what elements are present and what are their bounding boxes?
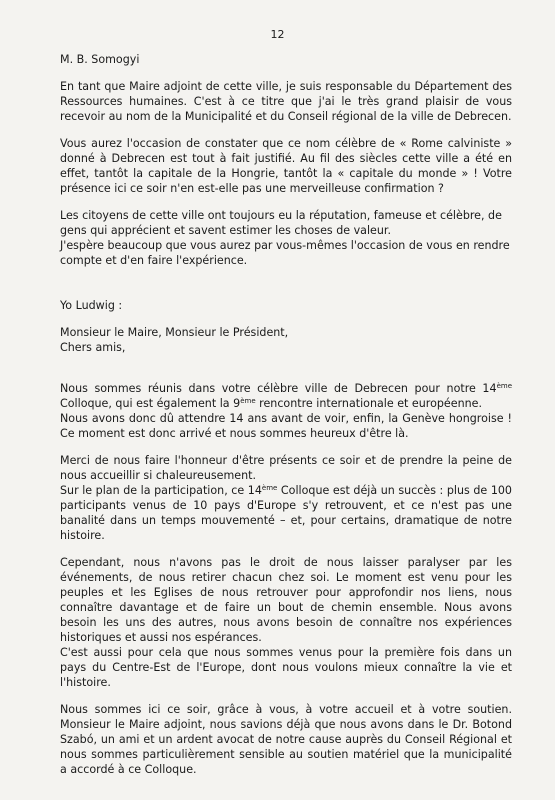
ordinal-suffix: ème xyxy=(261,484,278,492)
paragraph xyxy=(60,483,512,543)
speaker-name: Yo Ludwig : xyxy=(60,299,123,312)
text-run: Colloque, qui est également la 9 xyxy=(60,397,241,410)
page-number: 12 xyxy=(270,28,285,41)
text-run: rencontre internationale et européenne. xyxy=(255,397,482,410)
body-text xyxy=(60,52,512,789)
ordinal-suffix: ème xyxy=(240,397,256,405)
paragraph xyxy=(60,381,512,411)
paragraph: Cependant, nous n'avons pas le droit de nous laisser paralyser par les événements, de nous retirer chacun chez soi. Le moment est venu pour les peuples et les Eglises de nous retrouver pour approfondir nos liens, nous connaître davantage et de faire un bout de chemin ensemble. Nous avons besoin les uns des autres, nous avons besoin de connaître nos expériences historiques et aussi nos espérances. xyxy=(60,556,512,644)
text-run: Sur le plan de la participation, ce 14 xyxy=(60,484,262,497)
ordinal-suffix: ème xyxy=(496,382,512,390)
paragraph: Merci de nous faire l'honneur d'être présents ce soir et de prendre la peine de nous accueillir si chaleureusement. xyxy=(60,454,512,482)
text-run: Nous sommes réunis dans votre célèbre ville de Debrecen pour notre 14 xyxy=(60,382,497,395)
paragraph: Nous avons donc dû attendre 14 ans avant de voir, enfin, la Genève hongroise ! Ce moment est donc arrivé et nous sommes heureux d'être là. xyxy=(60,412,512,440)
salutation: Monsieur le Maire, Monsieur le Président, xyxy=(60,326,289,339)
text-run: Colloque est déjà un succès : plus de 100 participants venus de 10 pays d'Europe s'y retrouvent, et ce n'est pas une banalité dans un temps mouvementé – et, pour certains, dramatique de notre histoire. xyxy=(60,484,512,542)
paragraph: Vous aurez l'occasion de constater que ce nom célèbre de « Rome calviniste » donné à Debrecen est tout à fait justifié. Au fil des siècles cette ville a été en effet, tantôt la capitale de la Hongrie, tantôt la « capitale du monde » ! Votre présence ici ce soir n'en est-elle pas une merveilleuse confirmation ? xyxy=(60,137,512,195)
speaker-name: M. B. Somogyi xyxy=(60,53,140,66)
paragraph: Les citoyens de cette ville ont toujours eu la réputation, fameuse et célèbre, de gens qui apprécient et savent estimer les choses de valeur. xyxy=(60,209,502,237)
salutation: Chers amis, xyxy=(60,341,126,354)
paragraph: C'est aussi pour cela que nous sommes venus pour la première fois dans un pays du Centre-Est de l'Europe, dont nous voulons mieux connaître la vie et l'histoire. xyxy=(60,646,512,689)
paragraph: Nous sommes ici ce soir, grâce à vous, à votre accueil et à votre soutien. Monsieur le Maire adjoint, nous savions déjà que nous avons dans le Dr. Botond Szabó, un ami et un ardent avocat de notre cause auprès du Conseil Régional et nous sommes particulièrement sensible au soutien matériel que la municipalité a accordé à ce Colloque. xyxy=(60,703,512,776)
paragraph: En tant que Maire adjoint de cette ville, je suis responsable du Département des Ressources humaines. C'est à ce titre que j'ai le très grand plaisir de vous recevoir au nom de la Municipalité et du Conseil régional de la ville de Debrecen. xyxy=(60,80,512,123)
paragraph: J'espère beaucoup que vous aurez par vous-mêmes l'occasion de vous en rendre compte et d'en faire l'expérience. xyxy=(60,239,510,267)
